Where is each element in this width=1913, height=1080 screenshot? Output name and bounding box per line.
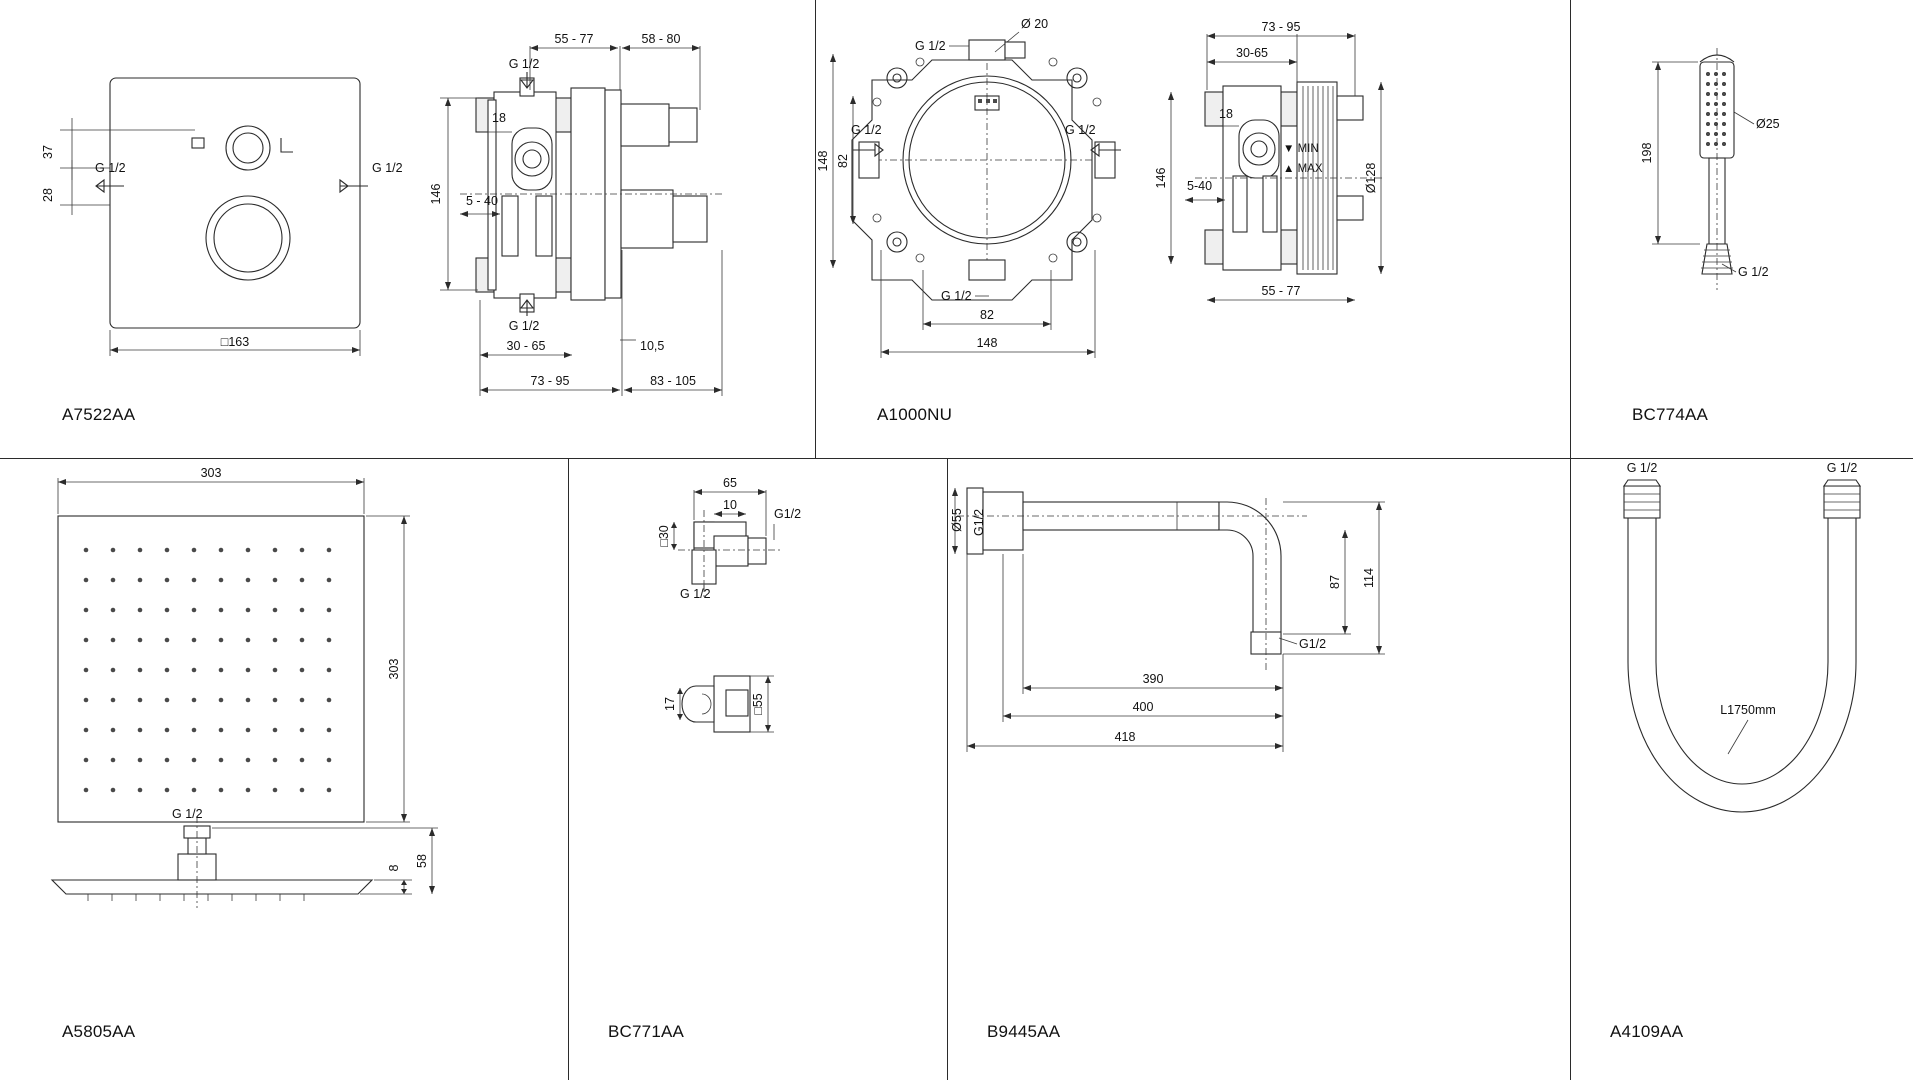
panel-code-a4109aa: A4109AA xyxy=(1610,1022,1684,1041)
svg-text:G 1/2: G 1/2 xyxy=(172,807,203,821)
svg-text:37: 37 xyxy=(41,145,55,159)
svg-text:28: 28 xyxy=(41,188,55,202)
svg-text:58: 58 xyxy=(415,854,429,868)
svg-text:G1/2: G1/2 xyxy=(774,507,802,521)
svg-text:10,5: 10,5 xyxy=(640,339,665,353)
svg-text:▼ MIN: ▼ MIN xyxy=(1283,143,1319,155)
drawing-bc774aa xyxy=(1570,0,1913,420)
svg-text:G1/2: G1/2 xyxy=(972,508,986,536)
svg-text:148: 148 xyxy=(816,150,830,172)
svg-text:400: 400 xyxy=(1132,700,1154,714)
svg-text:G 1/2: G 1/2 xyxy=(1065,123,1096,137)
svg-text:□55: □55 xyxy=(751,693,765,715)
svg-text:303: 303 xyxy=(387,658,401,680)
svg-text:□30: □30 xyxy=(657,525,671,547)
svg-text:G 1/2: G 1/2 xyxy=(915,39,946,53)
svg-text:Ø 20: Ø 20 xyxy=(1021,17,1049,31)
drawing-b9445aa xyxy=(947,458,1570,1038)
svg-text:146: 146 xyxy=(429,183,443,205)
svg-text:G 1/2: G 1/2 xyxy=(372,161,403,175)
svg-text:Ø128: Ø128 xyxy=(1364,162,1378,194)
svg-text:17: 17 xyxy=(663,697,677,711)
svg-text:73 - 95: 73 - 95 xyxy=(1261,20,1301,34)
svg-text:82: 82 xyxy=(836,154,850,168)
svg-text:18: 18 xyxy=(492,111,506,125)
panel-a7522aa xyxy=(0,0,815,458)
panel-a1000nu xyxy=(815,0,1570,458)
svg-text:55 - 77: 55 - 77 xyxy=(554,32,594,46)
drawing-a4109aa xyxy=(1570,458,1913,1038)
svg-text:418: 418 xyxy=(1114,730,1136,744)
panel-code-b9445aa: B9445AA xyxy=(987,1022,1061,1041)
svg-text:65: 65 xyxy=(723,476,737,490)
svg-text:G 1/2: G 1/2 xyxy=(851,123,882,137)
drawing-a5805aa xyxy=(0,458,568,1038)
svg-text:146: 146 xyxy=(1154,167,1168,189)
svg-text:▲ MAX: ▲ MAX xyxy=(1283,163,1323,175)
svg-text:83 - 105: 83 - 105 xyxy=(650,374,696,388)
panel-b9445aa xyxy=(947,458,1570,1080)
svg-text:G 1/2: G 1/2 xyxy=(508,57,540,71)
svg-text:58 - 80: 58 - 80 xyxy=(641,32,681,46)
svg-text:L1750mm: L1750mm xyxy=(1720,703,1776,717)
svg-text:G 1/2: G 1/2 xyxy=(95,161,126,175)
svg-text:G 1/2: G 1/2 xyxy=(508,319,540,333)
svg-text:198: 198 xyxy=(1640,142,1654,164)
panel-code-bc774aa: BC774AA xyxy=(1632,405,1709,424)
svg-text:30 - 65: 30 - 65 xyxy=(506,339,546,353)
panel-code-a1000nu: A1000NU xyxy=(877,405,953,424)
panel-code-a5805aa: A5805AA xyxy=(62,1022,136,1041)
svg-text:114: 114 xyxy=(1362,568,1376,588)
panel-code-bc771aa: BC771AA xyxy=(608,1022,685,1041)
svg-text:87: 87 xyxy=(1328,575,1342,589)
svg-text:148: 148 xyxy=(976,336,998,350)
drawing-bc771aa xyxy=(568,458,947,1038)
drawing-a1000nu xyxy=(815,0,1570,420)
svg-text:□163: □163 xyxy=(220,335,250,349)
drawing-a7522aa xyxy=(0,0,815,420)
svg-text:G 1/2: G 1/2 xyxy=(1626,461,1658,475)
svg-text:G1/2: G1/2 xyxy=(1299,637,1327,651)
panel-a5805aa xyxy=(0,458,568,1080)
svg-text:Ø55: Ø55 xyxy=(950,508,964,532)
panel-bc774aa xyxy=(1570,0,1913,458)
svg-text:8: 8 xyxy=(387,864,401,872)
panel-code-a7522aa: A7522AA xyxy=(62,405,136,424)
svg-text:5-40: 5-40 xyxy=(1187,179,1213,193)
svg-text:30-65: 30-65 xyxy=(1236,46,1268,60)
svg-text:Ø25: Ø25 xyxy=(1756,117,1780,131)
svg-text:G 1/2: G 1/2 xyxy=(680,587,711,601)
svg-text:82: 82 xyxy=(980,308,994,322)
svg-text:73 - 95: 73 - 95 xyxy=(530,374,570,388)
svg-text:G 1/2: G 1/2 xyxy=(1738,265,1769,279)
svg-text:390: 390 xyxy=(1142,672,1164,686)
svg-text:5 - 40: 5 - 40 xyxy=(466,194,498,208)
svg-text:G 1/2: G 1/2 xyxy=(941,289,972,303)
svg-text:303: 303 xyxy=(200,466,222,480)
svg-text:G 1/2: G 1/2 xyxy=(1826,461,1858,475)
panel-a4109aa xyxy=(1570,458,1913,1080)
panel-bc771aa xyxy=(568,458,947,1080)
svg-text:55 - 77: 55 - 77 xyxy=(1261,284,1301,298)
svg-text:10: 10 xyxy=(723,498,737,512)
svg-text:18: 18 xyxy=(1219,107,1233,121)
